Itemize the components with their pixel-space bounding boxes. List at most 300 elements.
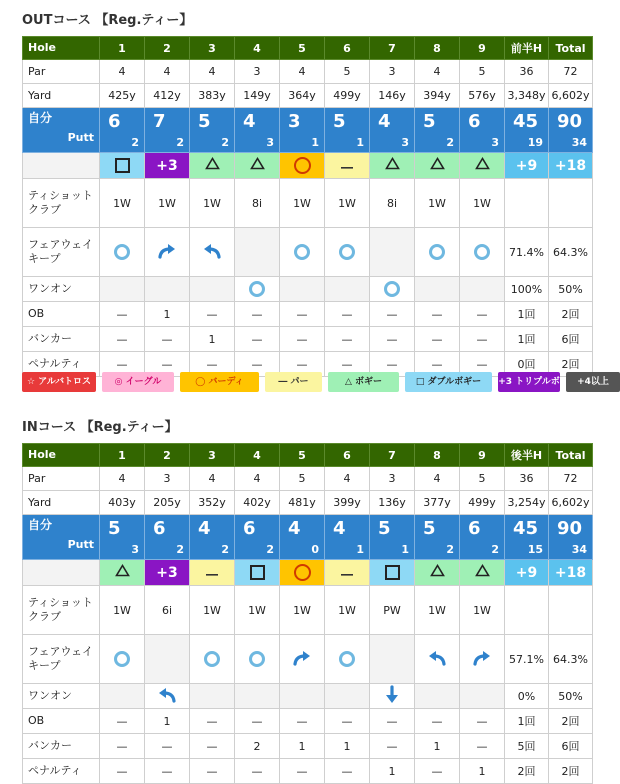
fairway-hit-icon [249,651,265,667]
total-label: Total [549,37,593,60]
over-par-total: +18 [549,153,593,179]
result-bogey-cell [190,153,235,179]
yard-cell: 6,602y [549,84,593,108]
result-par-cell [325,560,370,586]
par-cell: 72 [549,467,593,491]
penalty-cell: — [190,352,235,377]
score-cell [280,108,325,153]
one-on-cell [460,684,505,709]
par-cell: 4 [100,467,145,491]
ob-cell: — [325,302,370,327]
fairway-cell [370,635,415,684]
stroke-count: 4 [333,518,346,539]
bunker-cell: 1 [325,734,370,759]
hole-number: 9 [460,444,505,467]
fairway-cell [190,635,235,684]
double-bogey-square-icon [385,565,400,580]
stroke-count: 5 [108,518,121,539]
penalty-cell: — [190,759,235,784]
bogey-triangle-icon [475,158,490,174]
hole-label: Hole [23,37,100,60]
putt-count: 2 [131,136,139,149]
score-cell [100,108,145,153]
hole-number: 2 [145,37,190,60]
in-scorecard [22,443,593,784]
penalty-cell: 0回 [505,352,549,377]
half-total-label: 前半H [505,37,549,60]
stroke-count: 4 [288,518,301,539]
fairway-hit-icon [339,651,355,667]
bunker-cell: — [280,327,325,352]
in-course-title: INコース 【Reg.ティー】 [22,420,178,435]
yard-cell: 412y [145,84,190,108]
one-on-cell [190,684,235,709]
score-cell [190,515,235,560]
putt-count: 3 [266,136,274,149]
bunker-cell: — [100,734,145,759]
club-cell: 1W [235,586,280,635]
penalty-cell: 1 [460,759,505,784]
club-cell: 1W [100,179,145,228]
over-par-total: +9 [505,153,549,179]
hole-number: 1 [100,37,145,60]
over-par-total: +18 [549,560,593,586]
result-par-cell [325,153,370,179]
par-label: Par [23,467,100,491]
fairway-cell [145,635,190,684]
hole-number: 8 [415,444,460,467]
fairway-rate: 64.3% [549,635,593,684]
one-on-cell [280,684,325,709]
hole-number: 7 [370,37,415,60]
par-cell: 4 [415,60,460,84]
yard-cell: 576y [460,84,505,108]
result-bogey-cell [460,560,505,586]
score-cell [190,108,235,153]
one-on-cell [415,277,460,302]
penalty-cell: — [235,759,280,784]
ob-cell: — [415,709,460,734]
putt-label: Putt [67,131,94,144]
one-on-cell [370,684,415,709]
yard-cell: 377y [415,491,460,515]
fairway-hit-icon [429,244,445,260]
score-label [23,108,100,153]
hole-number: 4 [235,37,280,60]
fairway-hit-icon [474,244,490,260]
par-dash-icon [206,565,218,581]
one-on-row [23,684,593,709]
stroke-count: 6 [468,111,481,132]
yard-cell: 403y [100,491,145,515]
bunker-cell: 1 [190,327,235,352]
one-on-cell [100,277,145,302]
one-on-rate: 50% [549,277,593,302]
par-cell: 3 [145,467,190,491]
club-cell: 1W [280,586,325,635]
ob-cell: — [460,709,505,734]
ob-cell: — [460,302,505,327]
putt-count: 0 [311,543,319,556]
result-par-cell [190,560,235,586]
bogey-triangle-icon [115,565,130,581]
par-row [23,60,593,84]
penalty-cell: — [145,759,190,784]
stroke-count: 4 [378,111,391,132]
par-cell: 4 [100,60,145,84]
fairway-cell [235,228,280,277]
putt-label: Putt [67,538,94,551]
par-cell: 4 [190,467,235,491]
hole-number: 5 [280,37,325,60]
ob-cell: 2回 [549,302,593,327]
stroke-count: 45 [513,111,539,132]
putt-count: 2 [446,136,454,149]
one-on-label: ワンオン [23,684,100,709]
result-bogey-cell [235,153,280,179]
ob-cell: — [190,709,235,734]
putt-count: 1 [356,543,364,556]
yard-label: Yard [23,84,100,108]
penalty-cell: — [415,759,460,784]
par-cell: 4 [280,60,325,84]
hole-label: Hole [23,444,100,467]
one-on-cell [370,277,415,302]
out-course-title: OUTコース 【Reg.ティー】 [22,13,193,28]
penalty-cell: — [145,352,190,377]
putt-count: 2 [446,543,454,556]
penalty-cell: — [100,759,145,784]
putt-count: 19 [527,136,543,149]
club-cell: 1W [325,179,370,228]
score-cell [370,515,415,560]
bunker-cell: — [415,327,460,352]
bogey-triangle-icon [430,565,445,581]
fairway-keep-row [23,228,593,277]
fairway-cell [460,635,505,684]
score-cell [415,515,460,560]
ob-cell: — [235,302,280,327]
score-cell [370,108,415,153]
hole-number: 2 [145,444,190,467]
fairway-keep-label: フェアウェイキープ [23,635,100,684]
blank-cell [505,179,549,228]
legend-item: □ ダブルボギー [405,372,492,392]
par-cell: 4 [325,467,370,491]
score-cell [505,515,549,560]
one-on-cell [145,684,190,709]
penalty-cell: 1 [370,759,415,784]
hole-number: 1 [100,444,145,467]
penalty-cell: — [235,352,280,377]
club-cell: 1W [280,179,325,228]
me-label: 自分 [28,518,53,532]
green-hit-icon [384,281,400,297]
bunker-cell: — [190,734,235,759]
par-label: Par [23,60,100,84]
score-cell [145,108,190,153]
legend-item: △ ボギー [328,372,399,392]
score-cell [100,515,145,560]
one-on-cell [145,277,190,302]
ob-row [23,302,593,327]
ob-cell: 2回 [549,709,593,734]
stroke-count: 6 [243,518,256,539]
club-cell: PW [370,586,415,635]
fairway-rate: 57.1% [505,635,549,684]
ob-cell: — [280,709,325,734]
penalty-cell: — [460,352,505,377]
bunker-label: バンカー [23,327,100,352]
bunker-cell: 1 [280,734,325,759]
bunker-cell: 1回 [505,327,549,352]
putt-count: 2 [221,543,229,556]
yard-cell: 3,348y [505,84,549,108]
one-on-rate: 100% [505,277,549,302]
par-cell: 3 [370,60,415,84]
yard-cell: 499y [460,491,505,515]
par-cell: 5 [325,60,370,84]
hole-number: 3 [190,444,235,467]
stroke-count: 6 [108,111,121,132]
par-cell: 3 [370,467,415,491]
par-cell: 3 [235,60,280,84]
score-cell [235,108,280,153]
score-cell [460,515,505,560]
bogey-triangle-icon [385,158,400,174]
score-cell [505,108,549,153]
club-cell: 6i [145,586,190,635]
yard-cell: 394y [415,84,460,108]
down-arrow-icon [385,686,399,707]
club-cell: 8i [370,179,415,228]
penalty-cell: — [325,759,370,784]
putt-count: 3 [491,136,499,149]
hole-number: 4 [235,444,280,467]
ob-cell: 1 [145,709,190,734]
stroke-count: 4 [198,518,211,539]
hole-number: 9 [460,37,505,60]
yard-row [23,84,593,108]
curve-left-arrow-icon [427,650,447,669]
bunker-cell: 6回 [549,734,593,759]
one-on-cell [325,684,370,709]
tee-club-row [23,586,593,635]
ob-cell: — [100,302,145,327]
ob-cell: — [190,302,235,327]
penalty-cell: 2回 [549,759,593,784]
putt-count: 3 [131,543,139,556]
yard-cell: 425y [100,84,145,108]
half-total-label: 後半H [505,444,549,467]
bunker-cell: — [325,327,370,352]
putt-count: 1 [401,543,409,556]
fairway-hit-icon [204,651,220,667]
score-row [23,108,593,153]
yard-cell: 383y [190,84,235,108]
par-cell: 5 [460,60,505,84]
score-row [23,515,593,560]
curve-left-arrow-icon [202,243,222,262]
yard-cell: 399y [325,491,370,515]
birdie-circle-icon [294,157,311,174]
curve-right-arrow-icon [292,650,312,669]
ob-cell: 1回 [505,709,549,734]
club-cell: 1W [415,586,460,635]
penalty-cell: 2回 [549,352,593,377]
par-dash-icon [341,565,353,581]
fairway-cell [415,228,460,277]
result-bogey-cell [370,153,415,179]
fairway-cell [145,228,190,277]
result-bogey-cell [415,153,460,179]
fairway-keep-label: フェアウェイキープ [23,228,100,277]
yard-cell: 499y [325,84,370,108]
bunker-cell: — [370,327,415,352]
legend-item: ◯ バーディ [180,372,259,392]
ob-cell: — [280,302,325,327]
putt-count: 15 [527,543,543,556]
fairway-cell [190,228,235,277]
fairway-cell [370,228,415,277]
yard-cell: 402y [235,491,280,515]
bunker-cell: 6回 [549,327,593,352]
one-on-label: ワンオン [23,277,100,302]
one-on-cell [235,684,280,709]
par-dash-icon [341,158,353,174]
penalty-cell: — [100,352,145,377]
putt-count: 3 [401,136,409,149]
ob-cell: — [415,302,460,327]
curve-right-arrow-icon [472,650,492,669]
bunker-cell: — [460,327,505,352]
result-symbol-row [23,560,593,586]
club-cell: 1W [460,586,505,635]
result-birdie-cell [280,560,325,586]
stroke-count: 45 [513,518,539,539]
tee-club-label: ティショットクラブ [23,586,100,635]
bunker-cell: — [460,734,505,759]
one-on-rate: 0% [505,684,549,709]
stroke-count: 90 [557,111,583,132]
legend-item: ☆ アルバトロス [22,372,96,392]
result-double-cell [235,560,280,586]
yard-label: Yard [23,491,100,515]
club-cell: 1W [190,179,235,228]
score-cell [235,515,280,560]
one-on-cell [235,277,280,302]
par-cell: 4 [235,467,280,491]
ob-cell: — [100,709,145,734]
hole-number: 3 [190,37,235,60]
fairway-cell [325,228,370,277]
one-on-row [23,277,593,302]
bunker-cell: — [100,327,145,352]
fairway-rate: 71.4% [505,228,549,277]
par-cell: 4 [190,60,235,84]
stroke-count: 5 [423,518,436,539]
ob-label: OB [23,709,100,734]
ob-cell: 1 [145,302,190,327]
one-on-cell [325,277,370,302]
penalty-cell: — [415,352,460,377]
stroke-count: 5 [423,111,436,132]
double-bogey-square-icon [250,565,265,580]
hole-number: 7 [370,444,415,467]
fairway-cell [100,635,145,684]
score-cell [325,515,370,560]
fairway-hit-icon [114,651,130,667]
legend-item: ◎ イーグル [102,372,174,392]
club-cell: 1W [100,586,145,635]
club-cell: 1W [325,586,370,635]
putt-count: 2 [176,136,184,149]
fairway-rate: 64.3% [549,228,593,277]
one-on-cell [415,684,460,709]
par-cell: 36 [505,467,549,491]
one-on-cell [280,277,325,302]
par-cell: 4 [145,60,190,84]
one-on-cell [100,684,145,709]
score-cell [549,108,593,153]
legend-item: +4以上 [566,372,620,392]
bunker-row [23,734,593,759]
score-cell [460,108,505,153]
legend-item: +3 トリプルボギー [498,372,560,392]
bunker-cell: 5回 [505,734,549,759]
stroke-count: 3 [288,111,301,132]
bunker-label: バンカー [23,734,100,759]
bunker-cell: — [235,327,280,352]
par-cell: 5 [280,467,325,491]
score-cell [145,515,190,560]
result-triple-cell: +3 [145,560,190,586]
fairway-cell [325,635,370,684]
ob-cell: — [235,709,280,734]
yard-cell: 3,254y [505,491,549,515]
yard-cell: 364y [280,84,325,108]
ob-label: OB [23,302,100,327]
putt-count: 1 [356,136,364,149]
score-cell [415,108,460,153]
bunker-cell: — [145,734,190,759]
over-par-total: +9 [505,560,549,586]
result-birdie-cell [280,153,325,179]
putt-count: 1 [311,136,319,149]
fairway-keep-row [23,635,593,684]
score-cell [325,108,370,153]
yard-cell: 481y [280,491,325,515]
stroke-count: 7 [153,111,166,132]
fairway-hit-icon [339,244,355,260]
penalty-label: ペナルティ [23,759,100,784]
result-symbol-row [23,153,593,179]
stroke-count: 5 [198,111,211,132]
hole-header-row [23,37,593,60]
bogey-triangle-icon [250,158,265,174]
club-cell: 1W [190,586,235,635]
tee-club-row [23,179,593,228]
putt-count: 2 [266,543,274,556]
fairway-cell [460,228,505,277]
curve-right-arrow-icon [157,243,177,262]
result-double-cell [100,153,145,179]
one-on-rate: 50% [549,684,593,709]
hole-number: 5 [280,444,325,467]
yard-cell: 146y [370,84,415,108]
penalty-cell: — [280,352,325,377]
yard-cell: 352y [190,491,235,515]
